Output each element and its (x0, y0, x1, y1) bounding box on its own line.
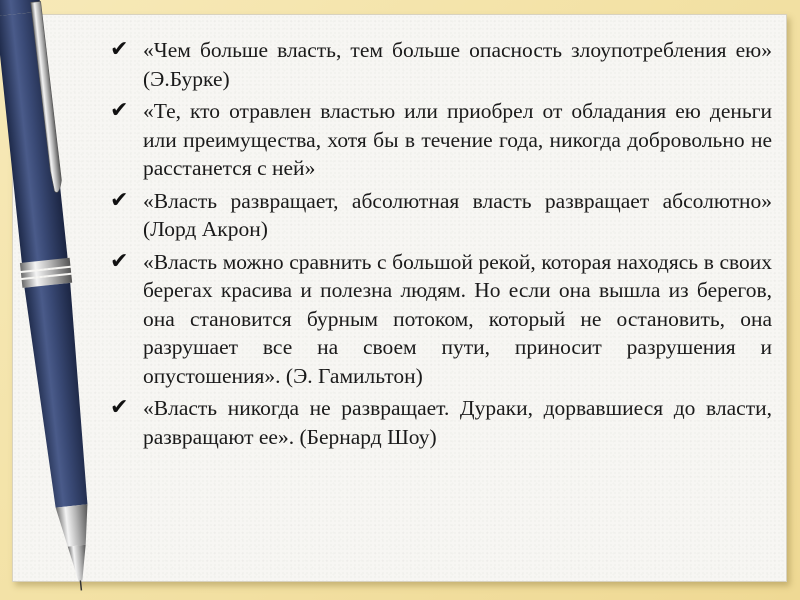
quote-text: «Власть можно сравнить с большой рекой, которая находясь в своих берегах красива и полезна людям. Но если она вышла из берегов, она становится бурным потоком, который не остановить, она разрушает все на своем пути, приносит разрушения и опустошения». (Э. Гамильтон) (143, 249, 772, 388)
quote-item (110, 36, 772, 93)
check-icon: ✔ (110, 187, 129, 213)
check-icon: ✔ (110, 98, 129, 123)
quote-item (110, 187, 772, 244)
quote-item (110, 248, 772, 391)
quote-text: «Те, кто отравлен властью или приобрел от обладания ею деньги или преимущества, хотя бы в течение года, никогда добровольно не расстанется с ней» (143, 99, 772, 180)
quotes-list (110, 36, 772, 455)
quote-text: «Чем больше власть, тем больше опасность злоупотребления ею» (Э.Бурке) (143, 38, 772, 91)
check-icon: ✔ (110, 248, 129, 274)
check-icon: ✔ (110, 395, 129, 420)
quote-text: «Власть никогда не развращает. Дураки, дорвавшиеся до власти, развращают ее». (Бернард Шоу) (143, 396, 772, 449)
quote-text: «Власть развращает, абсолютная власть развращает абсолютно» (Лорд Акрон) (143, 188, 772, 241)
quote-item (110, 394, 772, 451)
check-icon: ✔ (110, 37, 129, 62)
quote-item (110, 97, 772, 183)
